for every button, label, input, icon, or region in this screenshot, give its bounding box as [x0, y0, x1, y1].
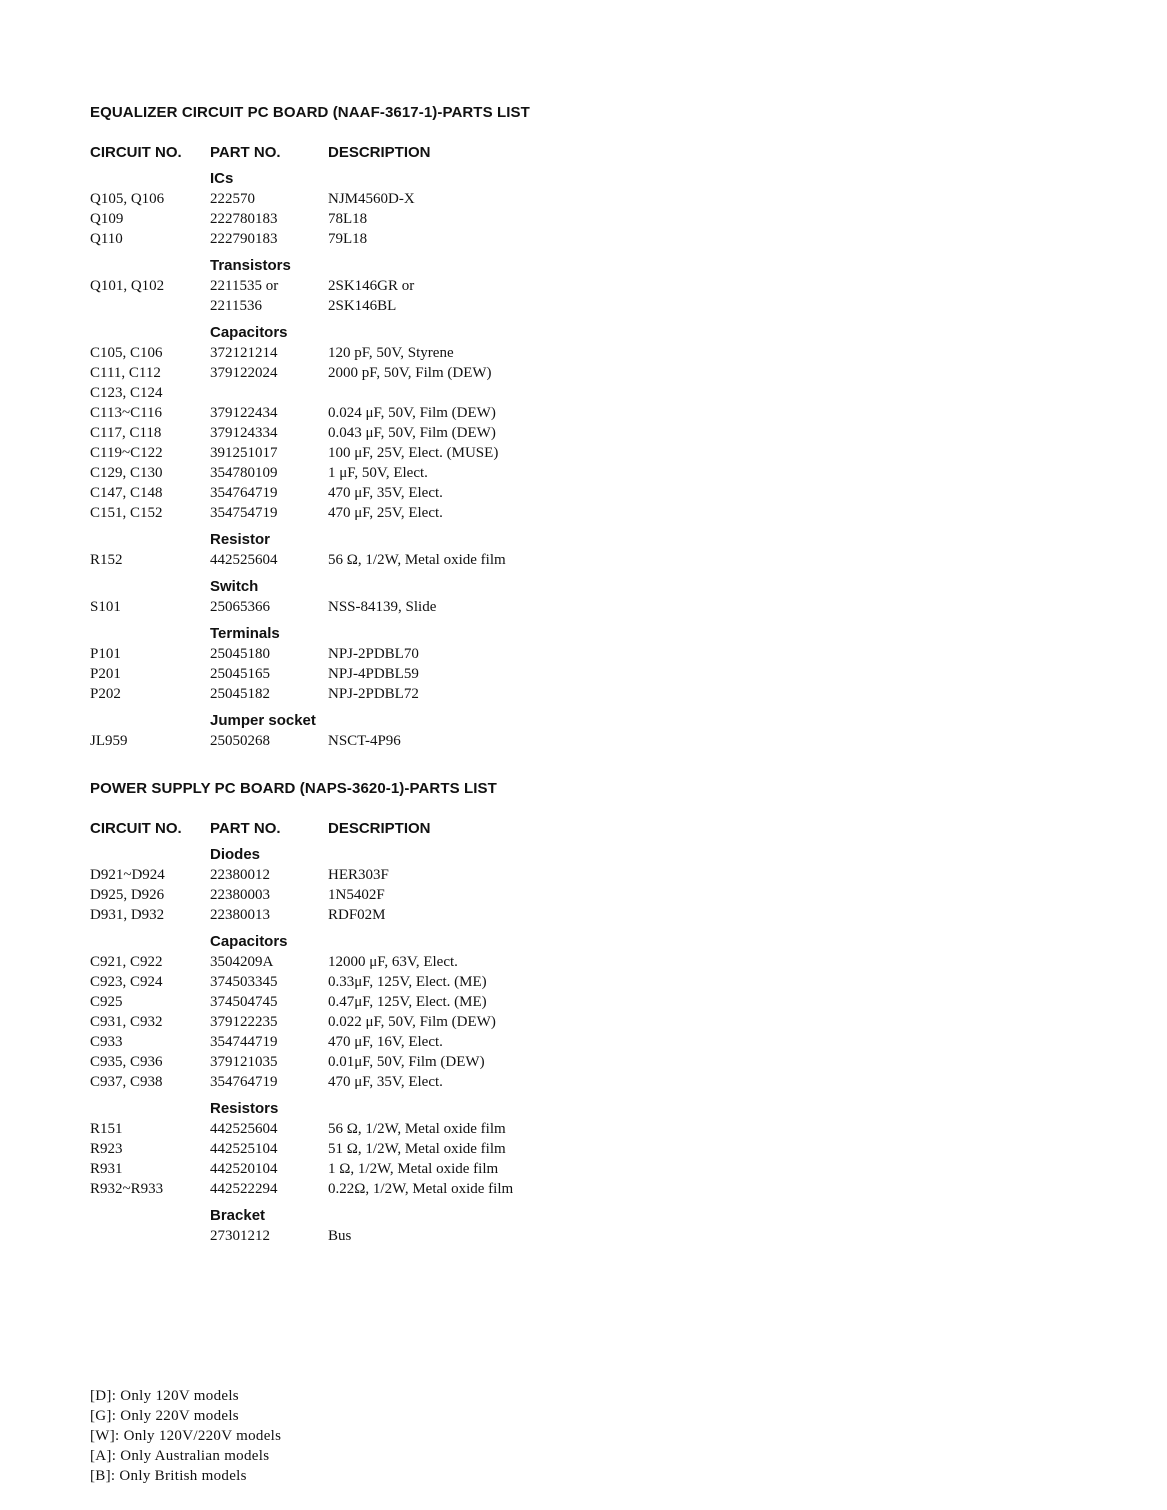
description: [328, 383, 650, 403]
parts-group: [90, 711, 650, 751]
circuit-no: C937, C938: [90, 1074, 163, 1090]
part-no: 442525604: [210, 552, 278, 568]
description: 0.01μF, 50V, Film (DEW): [328, 1054, 485, 1070]
part-no: 391251017: [210, 445, 278, 461]
part-no: 22380013: [210, 907, 270, 923]
circuit-no: C123, C124: [90, 385, 163, 401]
part-row: [90, 1119, 650, 1139]
part-row: [90, 209, 650, 229]
parts-group: [90, 323, 650, 523]
circuit-no: Q110: [90, 231, 123, 247]
description: 470 μF, 16V, Elect.: [328, 1034, 443, 1050]
part-row: [90, 1032, 650, 1052]
part-no: 222790183: [210, 231, 278, 247]
circuit-no: Q105, Q106: [90, 191, 165, 207]
part-row: [90, 972, 650, 992]
description: 470 μF, 35V, Elect.: [328, 485, 443, 501]
note-line: [W]: Only 120V/220V models: [90, 1428, 282, 1444]
part-no: 354780109: [210, 465, 278, 481]
circuit-no: Q101, Q102: [90, 278, 165, 294]
group-heading: Capacitors: [210, 324, 288, 341]
circuit-no: P202: [90, 686, 121, 702]
note-line: [B]: Only British models: [90, 1468, 247, 1484]
part-row: [90, 423, 650, 443]
parts-group: [90, 1099, 650, 1199]
description: 1 Ω, 1/2W, Metal oxide film: [328, 1161, 499, 1177]
part-row: [90, 1012, 650, 1032]
circuit-no: JL959: [90, 733, 128, 749]
description: 2SK146GR or: [328, 278, 415, 294]
circuit-no: P101: [90, 646, 121, 662]
description: 2000 pF, 50V, Film (DEW): [328, 365, 492, 381]
part-row: [90, 1139, 650, 1159]
circuit-no: C117, C118: [90, 425, 162, 441]
part-row: [90, 1072, 650, 1092]
part-no: 354764719: [210, 485, 278, 501]
part-no: 379121035: [210, 1054, 278, 1070]
note-line: [A]: Only Australian models: [90, 1448, 270, 1464]
part-no: 442525604: [210, 1121, 278, 1137]
description: 120 pF, 50V, Styrene: [328, 345, 454, 361]
header-circuit-no: CIRCUIT NO.: [90, 820, 182, 837]
circuit-no: C113~C116: [90, 405, 163, 421]
part-row: [90, 296, 650, 316]
description: 2SK146BL: [328, 298, 397, 314]
column-headers: [90, 143, 650, 163]
header-description: DESCRIPTION: [328, 144, 431, 161]
part-row: [90, 189, 650, 209]
part-row: [90, 952, 650, 972]
parts-group: [90, 624, 650, 704]
part-no: 379124334: [210, 425, 278, 441]
description: 1 μF, 50V, Elect.: [328, 465, 428, 481]
circuit-no: C925: [90, 994, 123, 1010]
part-no: 25045182: [210, 686, 270, 702]
column-headers: [90, 819, 650, 839]
part-no: 27301212: [210, 1228, 270, 1244]
part-no: 222570: [210, 191, 255, 207]
description: 56 Ω, 1/2W, Metal oxide film: [328, 552, 506, 568]
description: 470 μF, 35V, Elect.: [328, 1074, 443, 1090]
header-circuit-no: CIRCUIT NO.: [90, 144, 182, 161]
part-row: [90, 550, 650, 570]
description: 0.33μF, 125V, Elect. (ME): [328, 974, 487, 990]
part-row: [90, 343, 650, 363]
description: 56 Ω, 1/2W, Metal oxide film: [328, 1121, 506, 1137]
description: NPJ-2PDBL70: [328, 646, 419, 662]
part-row: [90, 383, 650, 403]
parts-group: [90, 256, 650, 316]
circuit-no: [90, 1226, 210, 1246]
part-row: [90, 1179, 650, 1199]
part-no: 374503345: [210, 974, 278, 990]
circuit-no: P201: [90, 666, 121, 682]
group-heading: Switch: [210, 578, 259, 595]
parts-group: [90, 530, 650, 570]
header-part-no: PART NO.: [210, 820, 281, 837]
part-row: [90, 992, 650, 1012]
description: 0.024 μF, 50V, Film (DEW): [328, 405, 496, 421]
header-description: DESCRIPTION: [328, 820, 431, 837]
circuit-no: R932~R933: [90, 1181, 164, 1197]
part-row: [90, 1159, 650, 1179]
circuit-no: C933: [90, 1034, 123, 1050]
model-notes: [90, 1386, 281, 1486]
equalizer-parts-section: [90, 103, 650, 758]
part-no: 25065366: [210, 599, 270, 615]
part-no: 2211536: [210, 298, 262, 314]
circuit-no: D925, D926: [90, 887, 165, 903]
parts-group: [90, 577, 650, 617]
description: 51 Ω, 1/2W, Metal oxide film: [328, 1141, 506, 1157]
part-no: 25050268: [210, 733, 270, 749]
circuit-no: C935, C936: [90, 1054, 163, 1070]
group-heading: Jumper socket: [210, 712, 316, 729]
description: 0.043 μF, 50V, Film (DEW): [328, 425, 496, 441]
part-no: 379122024: [210, 365, 278, 381]
circuit-no: [90, 296, 210, 316]
group-heading: Bracket: [210, 1207, 266, 1224]
description: NJM4560D-X: [328, 191, 415, 207]
part-row: [90, 363, 650, 383]
part-no: 2211535 or: [210, 278, 279, 294]
description: 1N5402F: [328, 887, 385, 903]
part-no: 374504745: [210, 994, 278, 1010]
part-row: [90, 731, 650, 751]
circuit-no: R151: [90, 1121, 123, 1137]
description: 0.022 μF, 50V, Film (DEW): [328, 1014, 496, 1030]
part-row: [90, 403, 650, 423]
parts-group: [90, 169, 650, 249]
note-line: [D]: Only 120V models: [90, 1388, 239, 1404]
description: RDF02M: [328, 907, 386, 923]
description: NSS-84139, Slide: [328, 599, 437, 615]
circuit-no: R931: [90, 1161, 123, 1177]
part-no: 372121214: [210, 345, 278, 361]
part-row: [90, 905, 650, 925]
circuit-no: D921~D924: [90, 867, 165, 883]
circuit-no: C119~C122: [90, 445, 163, 461]
circuit-no: C931, C932: [90, 1014, 163, 1030]
circuit-no: C129, C130: [90, 465, 163, 481]
part-no: 3504209A: [210, 954, 274, 970]
circuit-no: R923: [90, 1141, 123, 1157]
description: 0.22Ω, 1/2W, Metal oxide film: [328, 1181, 514, 1197]
power-supply-parts-section: [90, 779, 650, 1253]
circuit-no: C111, C112: [90, 365, 161, 381]
part-no: 379122434: [210, 405, 278, 421]
part-no: 222780183: [210, 211, 278, 227]
circuit-no: Q109: [90, 211, 124, 227]
part-row: [90, 443, 650, 463]
part-no: 354764719: [210, 1074, 278, 1090]
group-heading: Diodes: [210, 846, 261, 863]
parts-group: [90, 1206, 650, 1246]
part-no: 354754719: [210, 505, 278, 521]
header-part-no: PART NO.: [210, 144, 281, 161]
part-row: [90, 503, 650, 523]
description: 0.47μF, 125V, Elect. (ME): [328, 994, 487, 1010]
circuit-no: C151, C152: [90, 505, 163, 521]
circuit-no: D931, D932: [90, 907, 165, 923]
parts-group: [90, 932, 650, 1092]
circuit-no: C923, C924: [90, 974, 163, 990]
group-heading: Transistors: [210, 257, 291, 274]
group-heading: Terminals: [210, 625, 280, 642]
part-no: 442525104: [210, 1141, 278, 1157]
part-no: 25045165: [210, 666, 270, 682]
part-no: [210, 383, 328, 403]
circuit-no: C105, C106: [90, 345, 163, 361]
group-heading: Capacitors: [210, 933, 288, 950]
part-row: [90, 1226, 650, 1246]
group-heading: Resistors: [210, 1100, 279, 1117]
part-no: 22380003: [210, 887, 270, 903]
part-row: [90, 483, 650, 503]
part-no: 442520104: [210, 1161, 278, 1177]
description: HER303F: [328, 867, 389, 883]
part-row: [90, 463, 650, 483]
circuit-no: C147, C148: [90, 485, 163, 501]
description: 470 μF, 25V, Elect.: [328, 505, 443, 521]
part-row: [90, 885, 650, 905]
part-row: [90, 597, 650, 617]
part-no: 379122235: [210, 1014, 278, 1030]
part-no: 22380012: [210, 867, 270, 883]
description: 78L18: [328, 211, 368, 227]
circuit-no: R152: [90, 552, 123, 568]
description: 12000 μF, 63V, Elect.: [328, 954, 458, 970]
description: NPJ-2PDBL72: [328, 686, 419, 702]
description: NPJ-4PDBL59: [328, 666, 419, 682]
group-heading: ICs: [210, 170, 234, 187]
description: NSCT-4P96: [328, 733, 401, 749]
note-line: [G]: Only 220V models: [90, 1408, 239, 1424]
description: 100 μF, 25V, Elect. (MUSE): [328, 445, 499, 461]
part-row: [90, 865, 650, 885]
parts-group: [90, 845, 650, 925]
description: Bus: [328, 1228, 352, 1244]
section-title: EQUALIZER CIRCUIT PC BOARD (NAAF-3617-1)-PARTS LIST: [90, 104, 530, 121]
description: 79L18: [328, 231, 368, 247]
part-row: [90, 644, 650, 664]
section-title: POWER SUPPLY PC BOARD (NAPS-3620-1)-PARTS LIST: [90, 780, 497, 797]
part-row: [90, 1052, 650, 1072]
part-no: 354744719: [210, 1034, 278, 1050]
part-no: 442522294: [210, 1181, 278, 1197]
group-heading: Resistor: [210, 531, 271, 548]
circuit-no: C921, C922: [90, 954, 163, 970]
part-no: 25045180: [210, 646, 270, 662]
circuit-no: S101: [90, 599, 121, 615]
part-row: [90, 229, 650, 249]
part-row: [90, 664, 650, 684]
part-row: [90, 276, 650, 296]
part-row: [90, 684, 650, 704]
